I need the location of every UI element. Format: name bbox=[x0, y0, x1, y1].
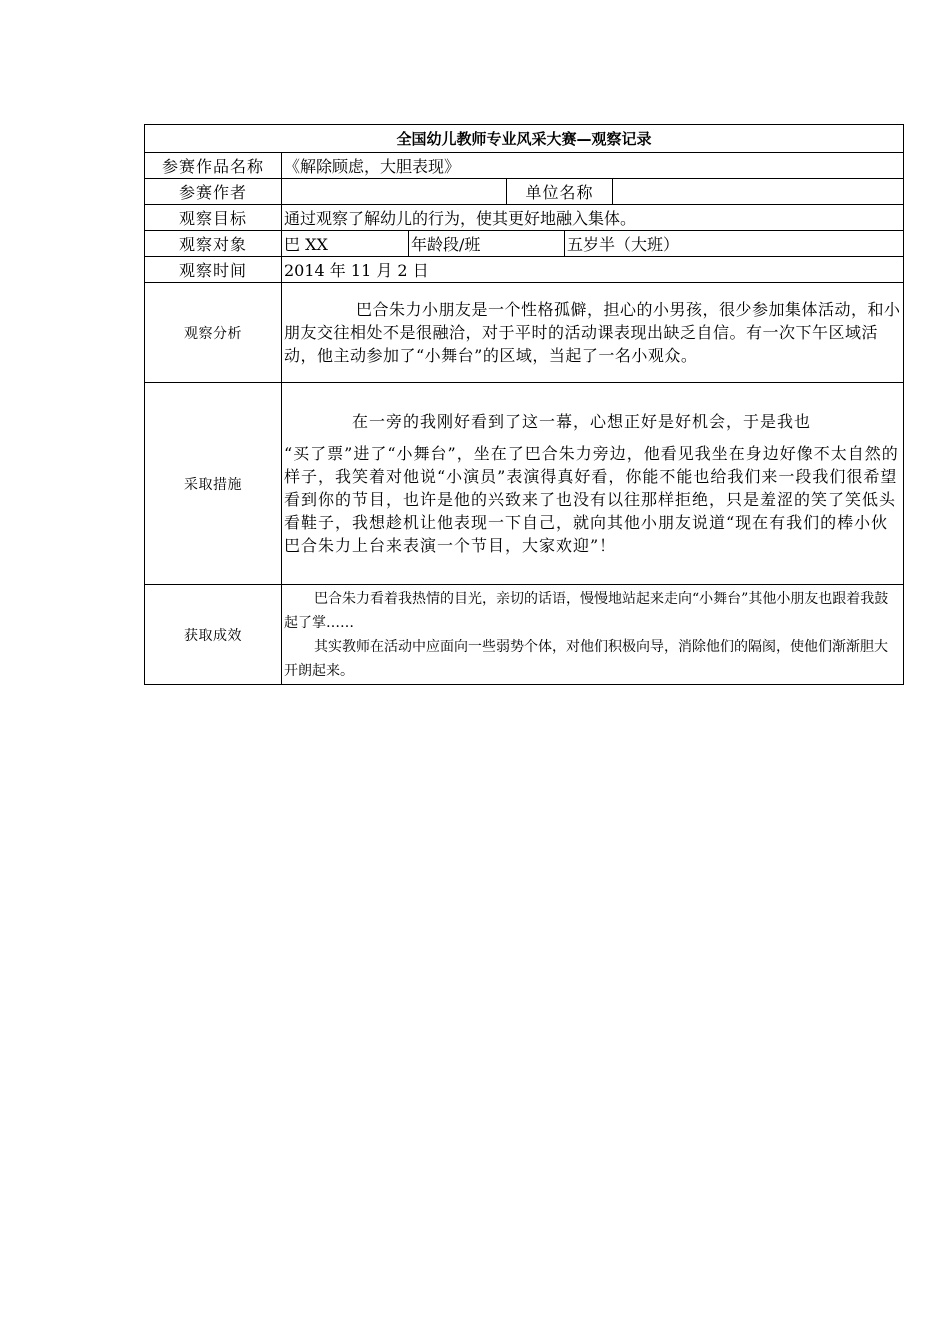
result-paragraph-2: 其实教师在活动中应面向一些弱势个体，对他们积极向导，消除他们的隔阂，使他们渐渐胆大开朗起来。 bbox=[284, 638, 888, 679]
age-group-value: 五岁半（大班） bbox=[565, 231, 904, 257]
analysis-paragraph: 巴合朱力小朋友是一个性格孤僻，担心的小男孩，很少参加集体活动，和小朋友交往相处不是很融洽，对于平时的活动课表现出缺乏自信。有一次下午区域活动，他主动参加了“小舞台”的区域，当起了一名小观众。 bbox=[284, 300, 901, 365]
unit-name-value bbox=[613, 179, 904, 205]
work-name-value: 《解除顾虑，大胆表现》 bbox=[282, 153, 904, 179]
subject-label: 观察对象 bbox=[145, 231, 282, 257]
age-group-label: 年龄段/班 bbox=[409, 231, 565, 257]
measures-label: 采取措施 bbox=[145, 383, 282, 585]
goal-label: 观察目标 bbox=[145, 205, 282, 231]
measures-first-line: 在一旁的我刚好看到了这一幕，心想正好是好机会，于是我也 bbox=[352, 412, 812, 431]
time-value: 2014 年 11 月 2 日 bbox=[282, 257, 904, 283]
result-paragraph-1: 巴合朱力看着我热情的目光，亲切的话语，慢慢地站起来走向“小舞台”其他小朋友也跟着我鼓起了掌…… bbox=[284, 590, 889, 631]
analysis-text bbox=[282, 283, 904, 383]
unit-name-label: 单位名称 bbox=[507, 179, 613, 205]
subject-value: 巴 XX bbox=[282, 231, 409, 257]
time-label: 观察时间 bbox=[145, 257, 282, 283]
analysis-label: 观察分析 bbox=[145, 283, 282, 383]
measures-paragraph: “买了票”进了“小舞台”，坐在了巴合朱力旁边，他看见我坐在身边好像不太自然的样子，我笑着对他说“小演员”表演得真好看，你能不能也给我们来一段我们很希望看到你的节目，也许是他的兴致来了也没有以往那样拒绝，只是羞涩的笑了笑低头看鞋子，我想趁机让他表现一下自己，就向其他小朋友说道“现在有我们的棒小伙巴合朱力上台来表演一个节目，大家欢迎”！ bbox=[284, 444, 899, 555]
measures-text bbox=[282, 383, 904, 585]
author-label: 参赛作者 bbox=[145, 179, 282, 205]
work-name-label: 参赛作品名称 bbox=[145, 153, 282, 179]
result-label: 获取成效 bbox=[145, 585, 282, 685]
author-value bbox=[282, 179, 507, 205]
observation-record-table bbox=[144, 124, 904, 685]
result-text bbox=[282, 585, 904, 685]
record-title: 全国幼儿教师专业风采大赛—观察记录 bbox=[145, 125, 904, 153]
goal-value: 通过观察了解幼儿的行为，使其更好地融入集体。 bbox=[282, 205, 904, 231]
